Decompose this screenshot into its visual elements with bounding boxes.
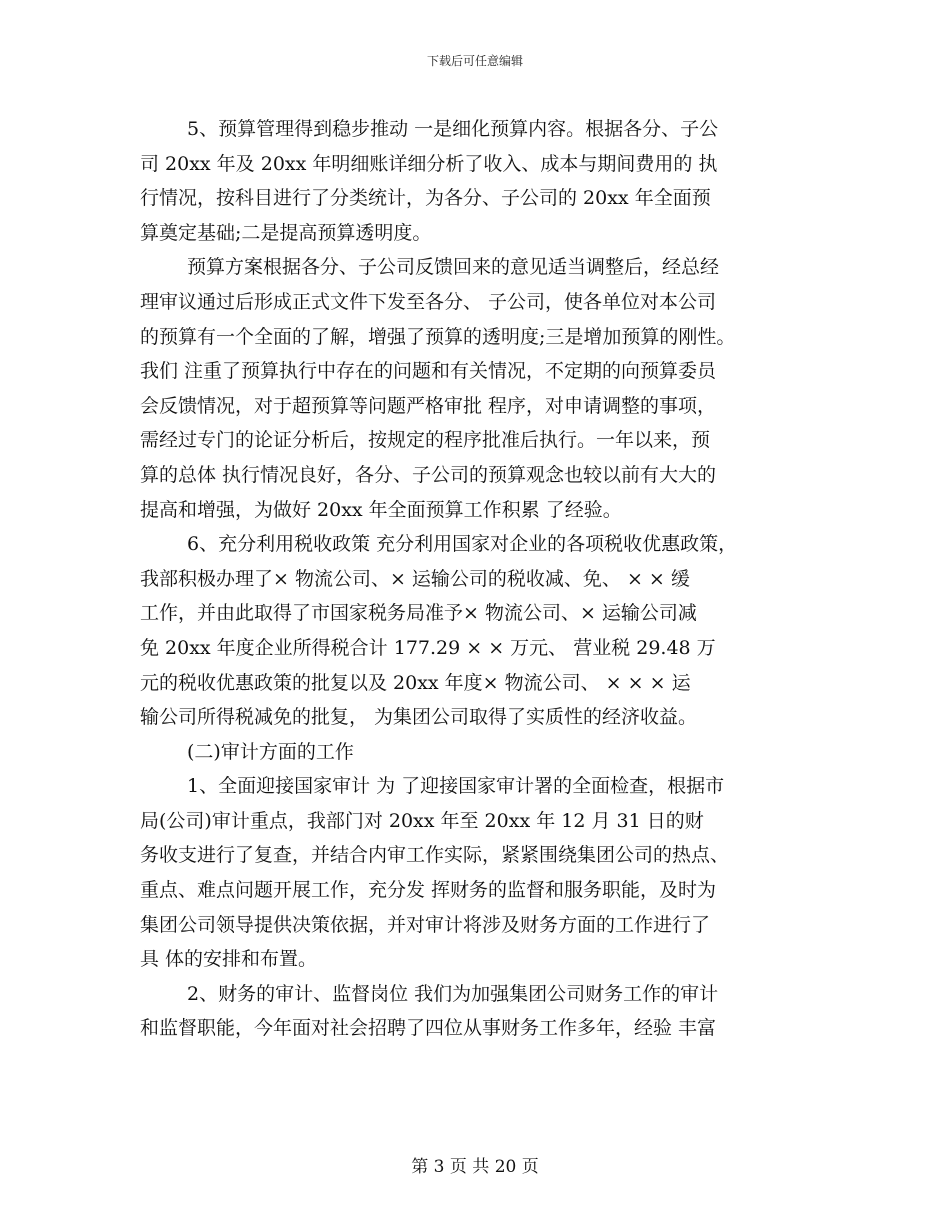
text-line: 重点、难点问题开展工作，充分发 挥财务的监督和服务职能，及时为	[140, 879, 717, 902]
text-line: 算的总体 执行情况良好，各分、子公司的预算观念也较以前有大大的	[140, 463, 717, 486]
text-line: 的预算有一个全面的了解，增强了预算的透明度;三是增加预算的刚性。	[140, 325, 736, 348]
text-line: 我部积极办理了× 物流公司、× 运输公司的税收减、免、 × × 缓	[140, 567, 690, 590]
text-line: 我们 注重了预算执行中存在的问题和有关情况，不定期的向预算委员	[140, 360, 717, 383]
text-line: 预算方案根据各分、子公司反馈回来的意见适当调整后，经总经	[187, 256, 720, 279]
text-line: 工作，并由此取得了市国家税务局准予× 物流公司、× 运输公司减	[140, 602, 697, 625]
text-line: 和监督职能，今年面对社会招聘了四位从事财务工作多年，经验 丰富	[140, 1017, 717, 1040]
text-line: 算奠定基础;二是提高预算透明度。	[140, 221, 432, 244]
text-line: 提高和增强，为做好 20xx 年全面预算工作积累 了经验。	[140, 498, 622, 521]
page-number: 第 3 页 共 20 页	[411, 1157, 539, 1177]
text-line: 1、全面迎接国家审计 为 了迎接国家审计署的全面检查，根据市	[187, 775, 725, 798]
text-line: 输公司所得税减免的批复， 为集团公司取得了实质性的经济收益。	[140, 706, 698, 729]
document-body	[140, 112, 820, 1046]
page-header-note: 下载后可任意编辑	[426, 54, 523, 68]
text-line: 免 20xx 年度企业所得税合计 177.29 × × 万元、 营业税 29.48 万	[140, 636, 716, 659]
text-line: 理审议通过后形成正式文件下发至各分、 子公司，使各单位对本公司	[140, 290, 717, 313]
text-line: 需经过专门的论证分析后，按规定的程序批准后执行。一年以来，预	[140, 429, 711, 452]
text-line: 5、预算管理得到稳步推动 一是细化预算内容。根据各分、子公	[187, 118, 719, 140]
text-line: 司 20xx 年及 20xx 年明细账详细分析了收入、成本与期间费用的 执	[140, 152, 718, 175]
section-heading: (二)审计方面的工作	[187, 740, 354, 763]
text-line: 务收支进行了复查，并结合内审工作实际，紧紧围绕集团公司的热点、	[140, 844, 730, 867]
text-line: 6、充分利用税收政策 充分利用国家对企业的各项税收优惠政策，	[187, 533, 738, 556]
text-line: 局(公司)审计重点，我部门对 20xx 年至 20xx 年 12 月 31 日的财	[140, 809, 704, 832]
text-line: 行情况，按科目进行了分类统计，为各分、子公司的 20xx 年全面预	[140, 187, 711, 210]
text-line: 元的税收优惠政策的批复以及 20xx 年度× 物流公司、 × × × 运	[140, 671, 691, 694]
text-line: 具 体的安排和布置。	[140, 948, 318, 971]
text-line: 集团公司领导提供决策依据，并对审计将涉及财务方面的工作进行了	[140, 913, 711, 936]
text-line: 会反馈情况，对于超预算等问题严格审批 程序，对申请调整的事项，	[140, 394, 717, 417]
text-line: 2、财务的审计、监督岗位 我们为加强集团公司财务工作的审计	[187, 982, 719, 1005]
